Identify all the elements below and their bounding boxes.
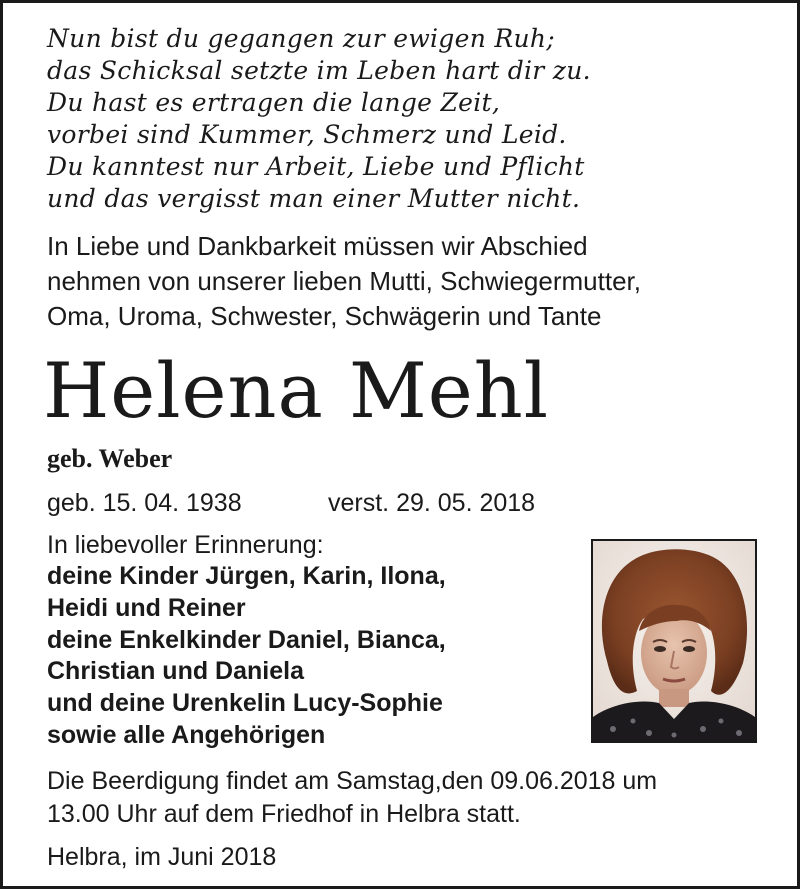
portrait-photo: [591, 539, 757, 743]
mourners-line: deine Enkelkinder Daniel, Bianca,: [47, 625, 446, 654]
intro-line: In Liebe und Dankbarkeit müssen wir Abschied: [47, 231, 588, 261]
mourners-list: [47, 561, 446, 752]
birth-date: geb. 15. 04. 1938: [47, 489, 242, 517]
intro-line: nehmen von unserer lieben Mutti, Schwiegermutter,: [47, 266, 641, 296]
memorial-poem: [47, 23, 591, 215]
poem-line: das Schicksal setzte im Leben hart dir zu.: [47, 56, 591, 85]
intro-line: Oma, Uroma, Schwester, Schwägerin und Tante: [47, 301, 602, 331]
poem-line: Du hast es ertragen die lange Zeit,: [47, 88, 501, 117]
poem-line: vorbei sind Kummer, Schmerz und Leid.: [47, 120, 567, 149]
poem-line: Du kanntest nur Arbeit, Liebe und Pflicht: [47, 152, 585, 181]
portrait-illustration: [593, 541, 755, 741]
funeral-line: Die Beerdigung findet am Samstag,den 09.06.2018 um: [47, 767, 658, 795]
mourners-line: sowie alle Angehörigen: [47, 720, 326, 749]
funeral-line: 13.00 Uhr auf dem Friedhof in Helbra statt.: [47, 800, 521, 828]
poem-line: Nun bist du gegangen zur ewigen Ruh;: [47, 24, 556, 53]
mourners-line: und deine Urenkelin Lucy-Sophie: [47, 689, 443, 718]
deceased-name: Helena Mehl: [43, 346, 550, 435]
mourners-line: Heidi und Reiner: [47, 593, 246, 622]
death-date: verst. 29. 05. 2018: [328, 489, 536, 517]
farewell-intro: [47, 229, 641, 334]
poem-line: und das vergisst man einer Mutter nicht.: [47, 184, 581, 213]
mourners-line: deine Kinder Jürgen, Karin, Ilona,: [47, 562, 446, 590]
funeral-info: [47, 765, 657, 831]
maiden-name: geb. Weber: [47, 444, 173, 473]
memory-heading: In liebevoller Erinnerung:: [47, 531, 324, 559]
place-and-date: Helbra, im Juni 2018: [47, 843, 277, 871]
life-dates: [47, 487, 536, 519]
mourners-line: Christian und Daniela: [47, 657, 304, 686]
